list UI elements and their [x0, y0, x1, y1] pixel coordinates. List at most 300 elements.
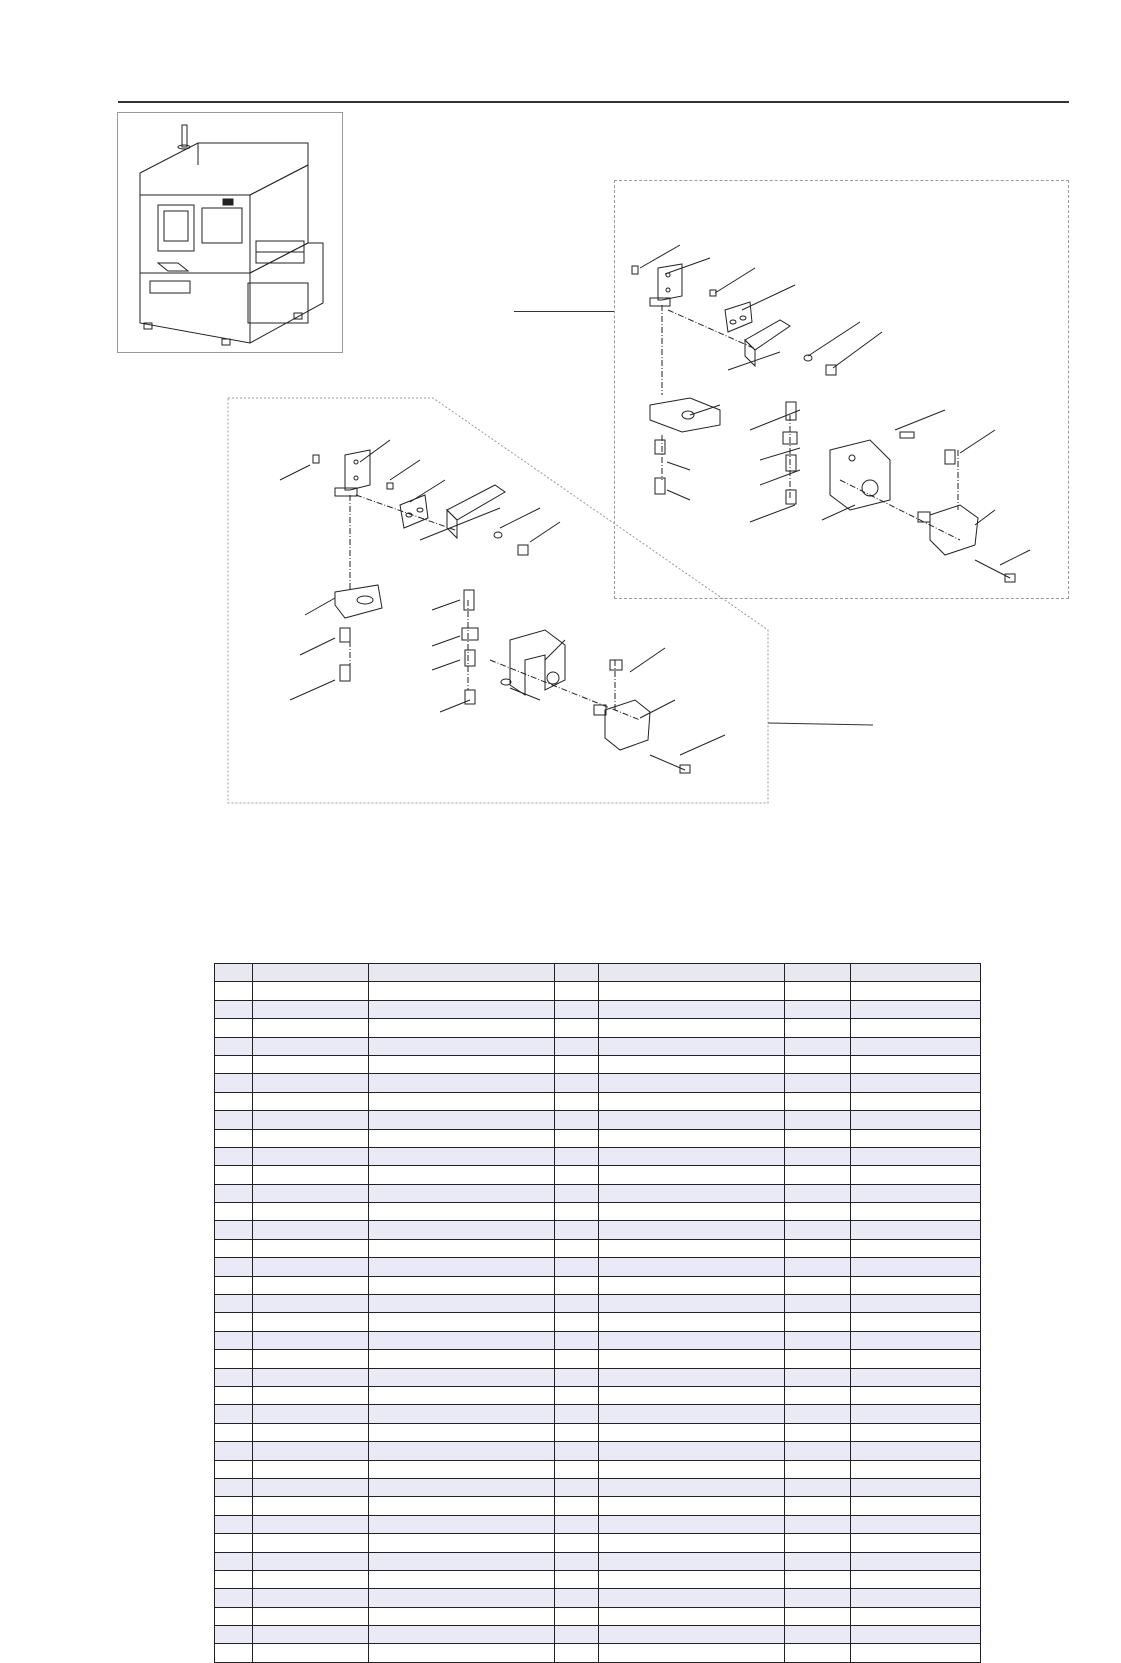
table-cell: [599, 1552, 785, 1570]
table-cell: [851, 1607, 981, 1625]
table-cell: [599, 1607, 785, 1625]
table-cell: [215, 1258, 253, 1276]
table-cell: [555, 1460, 599, 1478]
table-cell: [253, 1386, 369, 1404]
table-row: [215, 1184, 981, 1202]
table-cell: [369, 1460, 555, 1478]
table-cell: [599, 1221, 785, 1239]
table-cell: [851, 1515, 981, 1533]
table-cell: [785, 1607, 851, 1625]
table-cell: [555, 1607, 599, 1625]
table-cell: [215, 1478, 253, 1496]
table-row: [215, 1350, 981, 1368]
table-cell: [555, 1350, 599, 1368]
table-cell: [369, 1055, 555, 1073]
table-cell: [555, 1111, 599, 1129]
table-cell: [369, 1534, 555, 1552]
table-header-row: [215, 964, 981, 982]
table-row: [215, 1092, 981, 1110]
table-cell: [851, 1166, 981, 1184]
table-cell: [785, 1092, 851, 1110]
table-cell: [215, 1386, 253, 1404]
table-cell: [599, 1037, 785, 1055]
table-cell: [253, 1331, 369, 1349]
table-cell: [851, 1497, 981, 1515]
table-cell: [555, 1368, 599, 1386]
table-cell: [785, 1184, 851, 1202]
table-cell: [369, 1019, 555, 1037]
table-cell: [215, 1350, 253, 1368]
table-row: [215, 1497, 981, 1515]
table-cell: [555, 1644, 599, 1662]
table-cell: [253, 1607, 369, 1625]
table-cell: [253, 1000, 369, 1018]
table-cell: [599, 1460, 785, 1478]
table-cell: [253, 1129, 369, 1147]
table-cell: [555, 1276, 599, 1294]
table-cell: [555, 1129, 599, 1147]
table-cell: [785, 1589, 851, 1607]
table-row: [215, 1019, 981, 1037]
table-cell: [851, 1147, 981, 1165]
table-cell: [369, 1074, 555, 1092]
column-header: [253, 964, 369, 982]
table-cell: [369, 1607, 555, 1625]
table-cell: [599, 1515, 785, 1533]
table-cell: [215, 1147, 253, 1165]
table-cell: [253, 1147, 369, 1165]
table-row: [215, 1515, 981, 1533]
table-cell: [369, 1626, 555, 1644]
table-cell: [215, 1423, 253, 1441]
table-cell: [851, 1313, 981, 1331]
table-cell: [851, 1423, 981, 1441]
table-cell: [555, 1166, 599, 1184]
table-cell: [851, 1037, 981, 1055]
table-cell: [369, 1037, 555, 1055]
table-cell: [851, 1405, 981, 1423]
table-cell: [599, 1147, 785, 1165]
table-row: [215, 1368, 981, 1386]
table-cell: [785, 1350, 851, 1368]
table-cell: [369, 1331, 555, 1349]
table-cell: [851, 1276, 981, 1294]
column-header: [215, 964, 253, 982]
table-cell: [785, 1111, 851, 1129]
table-cell: [253, 1589, 369, 1607]
table-cell: [369, 1552, 555, 1570]
table-cell: [555, 1184, 599, 1202]
table-cell: [369, 1478, 555, 1496]
table-cell: [599, 1368, 785, 1386]
table-cell: [215, 1405, 253, 1423]
table-cell: [851, 1442, 981, 1460]
table-cell: [851, 1331, 981, 1349]
table-cell: [369, 1442, 555, 1460]
table-cell: [851, 1460, 981, 1478]
table-cell: [215, 982, 253, 1000]
table-cell: [785, 982, 851, 1000]
table-cell: [215, 1368, 253, 1386]
table-cell: [555, 1258, 599, 1276]
table-cell: [851, 1111, 981, 1129]
table-cell: [599, 1534, 785, 1552]
table-cell: [215, 1589, 253, 1607]
table-cell: [785, 1019, 851, 1037]
column-header: [599, 964, 785, 982]
table-cell: [599, 1423, 785, 1441]
table-cell: [599, 1497, 785, 1515]
table-cell: [851, 1534, 981, 1552]
table-cell: [253, 1111, 369, 1129]
table-cell: [555, 1203, 599, 1221]
table-cell: [215, 1074, 253, 1092]
table-row: [215, 1442, 981, 1460]
table-cell: [785, 1129, 851, 1147]
table-row: [215, 1589, 981, 1607]
table-cell: [785, 1570, 851, 1588]
table-cell: [369, 1644, 555, 1662]
table-cell: [785, 1331, 851, 1349]
table-cell: [599, 1111, 785, 1129]
table-cell: [555, 1055, 599, 1073]
table-cell: [785, 1534, 851, 1552]
table-cell: [369, 1570, 555, 1588]
table-cell: [555, 1534, 599, 1552]
table-cell: [785, 1644, 851, 1662]
table-cell: [369, 1350, 555, 1368]
table-cell: [599, 1092, 785, 1110]
table-cell: [851, 1258, 981, 1276]
table-cell: [555, 1092, 599, 1110]
table-row: [215, 1386, 981, 1404]
table-cell: [253, 1239, 369, 1257]
table-cell: [851, 1386, 981, 1404]
table-cell: [851, 1644, 981, 1662]
table-cell: [555, 1386, 599, 1404]
table-cell: [555, 1626, 599, 1644]
table-cell: [851, 1626, 981, 1644]
table-cell: [369, 1405, 555, 1423]
table-cell: [369, 1092, 555, 1110]
table-cell: [253, 1276, 369, 1294]
table-row: [215, 1055, 981, 1073]
table-row: [215, 1111, 981, 1129]
table-cell: [785, 1203, 851, 1221]
table-cell: [369, 1184, 555, 1202]
table-cell: [785, 1626, 851, 1644]
table-cell: [215, 1570, 253, 1588]
table-cell: [555, 1221, 599, 1239]
table-cell: [215, 1515, 253, 1533]
table-cell: [215, 1221, 253, 1239]
table-cell: [555, 1552, 599, 1570]
table-cell: [599, 1442, 785, 1460]
table-row: [215, 1423, 981, 1441]
table-cell: [599, 982, 785, 1000]
table-row: [215, 1644, 981, 1662]
table-cell: [599, 1478, 785, 1496]
column-header: [851, 964, 981, 982]
table-cell: [253, 1295, 369, 1313]
table-cell: [851, 1295, 981, 1313]
table-cell: [785, 1037, 851, 1055]
table-row: [215, 1000, 981, 1018]
table-cell: [785, 1497, 851, 1515]
table-cell: [851, 1368, 981, 1386]
table-row: [215, 982, 981, 1000]
table-cell: [555, 1497, 599, 1515]
table-cell: [785, 1552, 851, 1570]
table-cell: [253, 1460, 369, 1478]
table-cell: [851, 1570, 981, 1588]
table-cell: [555, 982, 599, 1000]
table-cell: [369, 1258, 555, 1276]
table-row: [215, 1074, 981, 1092]
table-cell: [369, 1313, 555, 1331]
table-cell: [785, 1442, 851, 1460]
table-cell: [599, 1295, 785, 1313]
table-cell: [215, 1534, 253, 1552]
table-cell: [851, 1350, 981, 1368]
table-cell: [785, 1276, 851, 1294]
table-cell: [599, 1313, 785, 1331]
table-cell: [215, 1644, 253, 1662]
table-cell: [555, 1074, 599, 1092]
table-cell: [253, 1497, 369, 1515]
table-cell: [253, 1313, 369, 1331]
table-cell: [253, 1368, 369, 1386]
table-cell: [555, 1295, 599, 1313]
table-cell: [215, 1442, 253, 1460]
table-cell: [851, 1478, 981, 1496]
table-row: [215, 1203, 981, 1221]
table-cell: [785, 1460, 851, 1478]
table-cell: [599, 1350, 785, 1368]
column-header: [369, 964, 555, 982]
table-cell: [599, 1184, 785, 1202]
table-cell: [369, 1221, 555, 1239]
table-cell: [215, 1111, 253, 1129]
table-cell: [215, 1000, 253, 1018]
table-cell: [851, 1074, 981, 1092]
table-cell: [215, 1313, 253, 1331]
table-cell: [599, 1074, 785, 1092]
table-row: [215, 1295, 981, 1313]
table-cell: [851, 1129, 981, 1147]
table-cell: [851, 1019, 981, 1037]
table-row: [215, 1607, 981, 1625]
table-cell: [369, 1239, 555, 1257]
table-cell: [253, 1478, 369, 1496]
table-cell: [215, 1295, 253, 1313]
table-cell: [599, 1386, 785, 1404]
table-cell: [599, 1626, 785, 1644]
table-cell: [253, 1203, 369, 1221]
table-cell: [369, 982, 555, 1000]
table-row: [215, 1258, 981, 1276]
table-cell: [785, 1239, 851, 1257]
table-cell: [215, 1552, 253, 1570]
table-cell: [215, 1037, 253, 1055]
table-cell: [785, 1423, 851, 1441]
table-cell: [555, 1570, 599, 1588]
table-cell: [253, 1055, 369, 1073]
table-row: [215, 1129, 981, 1147]
table-cell: [599, 1055, 785, 1073]
table-cell: [253, 1423, 369, 1441]
table-cell: [851, 1221, 981, 1239]
table-cell: [555, 1037, 599, 1055]
table-row: [215, 1221, 981, 1239]
table-cell: [369, 1423, 555, 1441]
table-cell: [785, 1386, 851, 1404]
table-cell: [785, 1478, 851, 1496]
parts-table-body: [215, 982, 981, 1662]
table-cell: [215, 1460, 253, 1478]
table-cell: [851, 1000, 981, 1018]
table-cell: [555, 1331, 599, 1349]
parts-table: [214, 963, 981, 1663]
table-cell: [785, 1074, 851, 1092]
table-cell: [599, 1019, 785, 1037]
table-cell: [599, 1276, 785, 1294]
table-cell: [555, 1405, 599, 1423]
table-cell: [253, 1258, 369, 1276]
table-cell: [851, 1184, 981, 1202]
table-cell: [253, 1442, 369, 1460]
table-cell: [369, 1386, 555, 1404]
table-cell: [369, 1147, 555, 1165]
table-cell: [369, 1589, 555, 1607]
table-cell: [215, 1607, 253, 1625]
column-header: [555, 964, 599, 982]
table-cell: [785, 1000, 851, 1018]
table-cell: [253, 982, 369, 1000]
table-cell: [785, 1221, 851, 1239]
table-cell: [785, 1166, 851, 1184]
table-cell: [215, 1129, 253, 1147]
table-cell: [785, 1515, 851, 1533]
table-cell: [599, 1331, 785, 1349]
table-cell: [253, 1037, 369, 1055]
table-cell: [369, 1368, 555, 1386]
table-cell: [253, 1570, 369, 1588]
table-cell: [369, 1129, 555, 1147]
table-cell: [253, 1515, 369, 1533]
table-cell: [599, 1570, 785, 1588]
table-cell: [253, 1350, 369, 1368]
table-cell: [253, 1184, 369, 1202]
table-row: [215, 1570, 981, 1588]
table-cell: [851, 1589, 981, 1607]
table-row: [215, 1331, 981, 1349]
table-cell: [851, 1203, 981, 1221]
table-cell: [599, 1258, 785, 1276]
table-cell: [253, 1405, 369, 1423]
table-cell: [215, 1331, 253, 1349]
table-cell: [253, 1221, 369, 1239]
table-cell: [851, 982, 981, 1000]
table-row: [215, 1276, 981, 1294]
table-cell: [785, 1405, 851, 1423]
table-cell: [851, 1092, 981, 1110]
table-cell: [851, 1055, 981, 1073]
table-cell: [215, 1184, 253, 1202]
table-cell: [369, 1203, 555, 1221]
table-row: [215, 1460, 981, 1478]
table-cell: [253, 1552, 369, 1570]
table-cell: [215, 1497, 253, 1515]
table-cell: [253, 1092, 369, 1110]
table-cell: [215, 1055, 253, 1073]
table-cell: [599, 1644, 785, 1662]
table-cell: [369, 1111, 555, 1129]
table-cell: [253, 1626, 369, 1644]
table-row: [215, 1534, 981, 1552]
table-row: [215, 1626, 981, 1644]
table-cell: [253, 1166, 369, 1184]
table-cell: [369, 1515, 555, 1533]
table-cell: [555, 1515, 599, 1533]
table-cell: [785, 1295, 851, 1313]
table-cell: [369, 1000, 555, 1018]
table-cell: [215, 1203, 253, 1221]
table-cell: [555, 1313, 599, 1331]
table-cell: [555, 1423, 599, 1441]
table-cell: [369, 1166, 555, 1184]
table-cell: [785, 1368, 851, 1386]
table-cell: [599, 1405, 785, 1423]
table-cell: [599, 1239, 785, 1257]
table-row: [215, 1239, 981, 1257]
table-cell: [369, 1276, 555, 1294]
table-cell: [215, 1626, 253, 1644]
table-cell: [599, 1203, 785, 1221]
table-cell: [215, 1166, 253, 1184]
table-cell: [599, 1166, 785, 1184]
table-cell: [555, 1478, 599, 1496]
table-cell: [253, 1534, 369, 1552]
table-cell: [215, 1276, 253, 1294]
table-cell: [369, 1497, 555, 1515]
table-cell: [785, 1258, 851, 1276]
table-cell: [369, 1295, 555, 1313]
table-row: [215, 1478, 981, 1496]
table-cell: [851, 1239, 981, 1257]
table-cell: [215, 1239, 253, 1257]
table-cell: [555, 1239, 599, 1257]
table-cell: [599, 1589, 785, 1607]
table-cell: [851, 1552, 981, 1570]
table-row: [215, 1037, 981, 1055]
table-cell: [253, 1644, 369, 1662]
table-cell: [215, 1092, 253, 1110]
table-cell: [215, 1019, 253, 1037]
table-cell: [785, 1147, 851, 1165]
table-cell: [599, 1000, 785, 1018]
table-row: [215, 1147, 981, 1165]
table-row: [215, 1313, 981, 1331]
table-cell: [785, 1313, 851, 1331]
column-header: [785, 964, 851, 982]
table-row: [215, 1405, 981, 1423]
table-row: [215, 1552, 981, 1570]
table-cell: [555, 1019, 599, 1037]
table-cell: [253, 1074, 369, 1092]
table-cell: [785, 1055, 851, 1073]
table-cell: [555, 1147, 599, 1165]
